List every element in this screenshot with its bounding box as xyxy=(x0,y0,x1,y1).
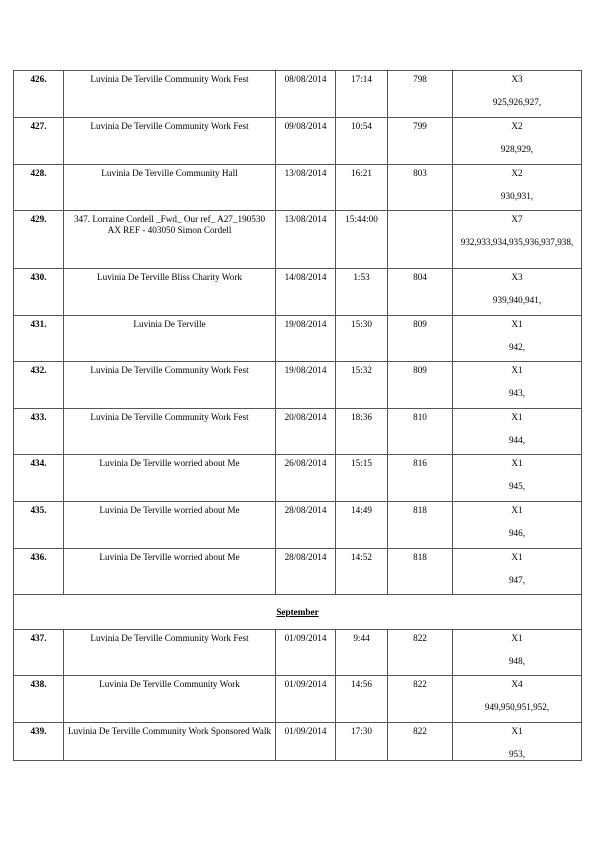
record-date: 20/08/2014 xyxy=(276,409,336,455)
record-date: 26/08/2014 xyxy=(276,455,336,502)
record-page: 822 xyxy=(388,676,453,723)
exhibit-count: X2 xyxy=(511,121,523,131)
exhibit-refs: 939,940,941, xyxy=(492,295,542,305)
record-time: 15:32 xyxy=(336,362,388,409)
record-number: 437. xyxy=(14,630,64,676)
table-row xyxy=(14,165,582,211)
table-row xyxy=(14,118,582,165)
exhibit-count: X1 xyxy=(511,726,523,736)
record-page xyxy=(388,211,453,269)
document-page xyxy=(13,70,581,761)
exhibit-refs: 946, xyxy=(508,528,526,538)
records-august xyxy=(14,71,582,595)
record-number: 432. xyxy=(14,362,64,409)
record-exhibits xyxy=(453,409,582,455)
record-time: 17:30 xyxy=(336,723,388,761)
record-title: Luvinia De Terville Community Work Sponsored Walk xyxy=(64,723,276,761)
record-title: Luvinia De Terville Community Work xyxy=(64,676,276,723)
record-date: 01/09/2014 xyxy=(276,630,336,676)
record-title: Luvinia De Terville worried about Me xyxy=(64,502,276,549)
record-time: 17:14 xyxy=(336,71,388,118)
record-number: 438. xyxy=(14,676,64,723)
record-page: 818 xyxy=(388,502,453,549)
table-row xyxy=(14,502,582,549)
record-time: 16:21 xyxy=(336,165,388,211)
exhibit-refs: 925,926,927, xyxy=(492,97,542,107)
record-exhibits xyxy=(453,549,582,595)
record-page: 799 xyxy=(388,118,453,165)
exhibit-refs: 930,931, xyxy=(500,191,534,201)
record-date: 08/08/2014 xyxy=(276,71,336,118)
record-page: 809 xyxy=(388,316,453,362)
record-page: 810 xyxy=(388,409,453,455)
record-exhibits xyxy=(453,118,582,165)
table-row xyxy=(14,723,582,761)
exhibit-refs: 928,929, xyxy=(500,144,534,154)
record-number: 431. xyxy=(14,316,64,362)
table-row xyxy=(14,409,582,455)
table-row xyxy=(14,316,582,362)
record-time: 15:15 xyxy=(336,455,388,502)
exhibit-refs: 947, xyxy=(508,575,526,585)
exhibit-count: X1 xyxy=(511,505,523,515)
month-heading: September xyxy=(14,595,582,630)
exhibit-count: X7 xyxy=(511,214,523,224)
record-date: 09/08/2014 xyxy=(276,118,336,165)
record-title: Luvinia De Terville Community Work Fest xyxy=(64,630,276,676)
record-title: Luvinia De Terville Community Work Fest xyxy=(64,118,276,165)
record-date: 19/08/2014 xyxy=(276,316,336,362)
record-exhibits xyxy=(453,362,582,409)
record-exhibits xyxy=(453,502,582,549)
table-row xyxy=(14,676,582,723)
exhibit-count: X1 xyxy=(511,412,523,422)
exhibit-refs: 943, xyxy=(508,388,526,398)
exhibit-count: X3 xyxy=(511,272,523,282)
table-row xyxy=(14,211,582,269)
exhibit-refs: 942, xyxy=(508,342,526,352)
exhibit-count: X4 xyxy=(511,679,523,689)
record-date: 01/09/2014 xyxy=(276,676,336,723)
record-number: 434. xyxy=(14,455,64,502)
record-page: 804 xyxy=(388,269,453,316)
record-page: 798 xyxy=(388,71,453,118)
exhibit-count: X1 xyxy=(511,365,523,375)
record-page: 818 xyxy=(388,549,453,595)
record-number: 430. xyxy=(14,269,64,316)
record-page: 803 xyxy=(388,165,453,211)
record-number: 433. xyxy=(14,409,64,455)
record-title: Luvinia De Terville worried about Me xyxy=(64,549,276,595)
record-number: 435. xyxy=(14,502,64,549)
record-title: Luvinia De Terville worried about Me xyxy=(64,455,276,502)
record-title: Luvinia De Terville Bliss Charity Work xyxy=(64,269,276,316)
exhibit-count: X1 xyxy=(511,319,523,329)
record-time: 1:53 xyxy=(336,269,388,316)
table-row xyxy=(14,362,582,409)
record-time: 15:44:00 xyxy=(336,211,388,269)
record-time: 15:30 xyxy=(336,316,388,362)
exhibit-refs: 944, xyxy=(508,435,526,445)
exhibit-count: X1 xyxy=(511,458,523,468)
month-section xyxy=(14,595,582,630)
record-page: 816 xyxy=(388,455,453,502)
record-date: 13/08/2014 xyxy=(276,211,336,269)
table-row xyxy=(14,269,582,316)
record-title: Luvinia De Terville Community Work Fest xyxy=(64,409,276,455)
record-date: 28/08/2014 xyxy=(276,502,336,549)
table-row xyxy=(14,71,582,118)
exhibit-count: X1 xyxy=(511,633,523,643)
record-exhibits xyxy=(453,269,582,316)
record-page: 822 xyxy=(388,723,453,761)
records-table xyxy=(13,70,582,761)
record-exhibits xyxy=(453,211,582,269)
exhibit-refs: 953, xyxy=(508,749,526,759)
table-row xyxy=(14,630,582,676)
record-number: 428. xyxy=(14,165,64,211)
record-title: 347. Lorraine Cordell _Fwd_ Our ref_ A27_190530 AX REF - 403050 Simon Cordell xyxy=(64,211,276,269)
month-row xyxy=(14,595,582,630)
record-exhibits xyxy=(453,630,582,676)
records-september xyxy=(14,630,582,761)
record-number: 429. xyxy=(14,211,64,269)
record-title: Luvinia De Terville xyxy=(64,316,276,362)
record-date: 19/08/2014 xyxy=(276,362,336,409)
exhibit-count: X1 xyxy=(511,552,523,562)
record-exhibits xyxy=(453,676,582,723)
record-date: 28/08/2014 xyxy=(276,549,336,595)
table-row xyxy=(14,455,582,502)
record-page: 822 xyxy=(388,630,453,676)
record-title: Luvinia De Terville Community Work Fest xyxy=(64,71,276,118)
record-exhibits xyxy=(453,455,582,502)
exhibit-refs: 932,933,934,935,936,937,938, xyxy=(460,237,574,247)
record-exhibits xyxy=(453,71,582,118)
record-time: 10:54 xyxy=(336,118,388,165)
record-title: Luvinia De Terville Community Hall xyxy=(64,165,276,211)
exhibit-refs: 945, xyxy=(508,481,526,491)
record-time: 14:49 xyxy=(336,502,388,549)
record-date: 13/08/2014 xyxy=(276,165,336,211)
record-exhibits xyxy=(453,723,582,761)
record-title: Luvinia De Terville Community Work Fest xyxy=(64,362,276,409)
exhibit-refs: 948, xyxy=(508,656,526,666)
record-date: 01/09/2014 xyxy=(276,723,336,761)
record-time: 14:56 xyxy=(336,676,388,723)
record-page: 809 xyxy=(388,362,453,409)
record-exhibits xyxy=(453,165,582,211)
record-time: 18:36 xyxy=(336,409,388,455)
record-number: 427. xyxy=(14,118,64,165)
exhibit-count: X3 xyxy=(511,74,523,84)
record-exhibits xyxy=(453,316,582,362)
record-number: 426. xyxy=(14,71,64,118)
record-number: 436. xyxy=(14,549,64,595)
record-number: 439. xyxy=(14,723,64,761)
exhibit-refs: 949,950,951,952, xyxy=(484,702,550,712)
table-row xyxy=(14,549,582,595)
record-date: 14/08/2014 xyxy=(276,269,336,316)
exhibit-count: X2 xyxy=(511,168,523,178)
record-time: 14:52 xyxy=(336,549,388,595)
record-time: 9:44 xyxy=(336,630,388,676)
